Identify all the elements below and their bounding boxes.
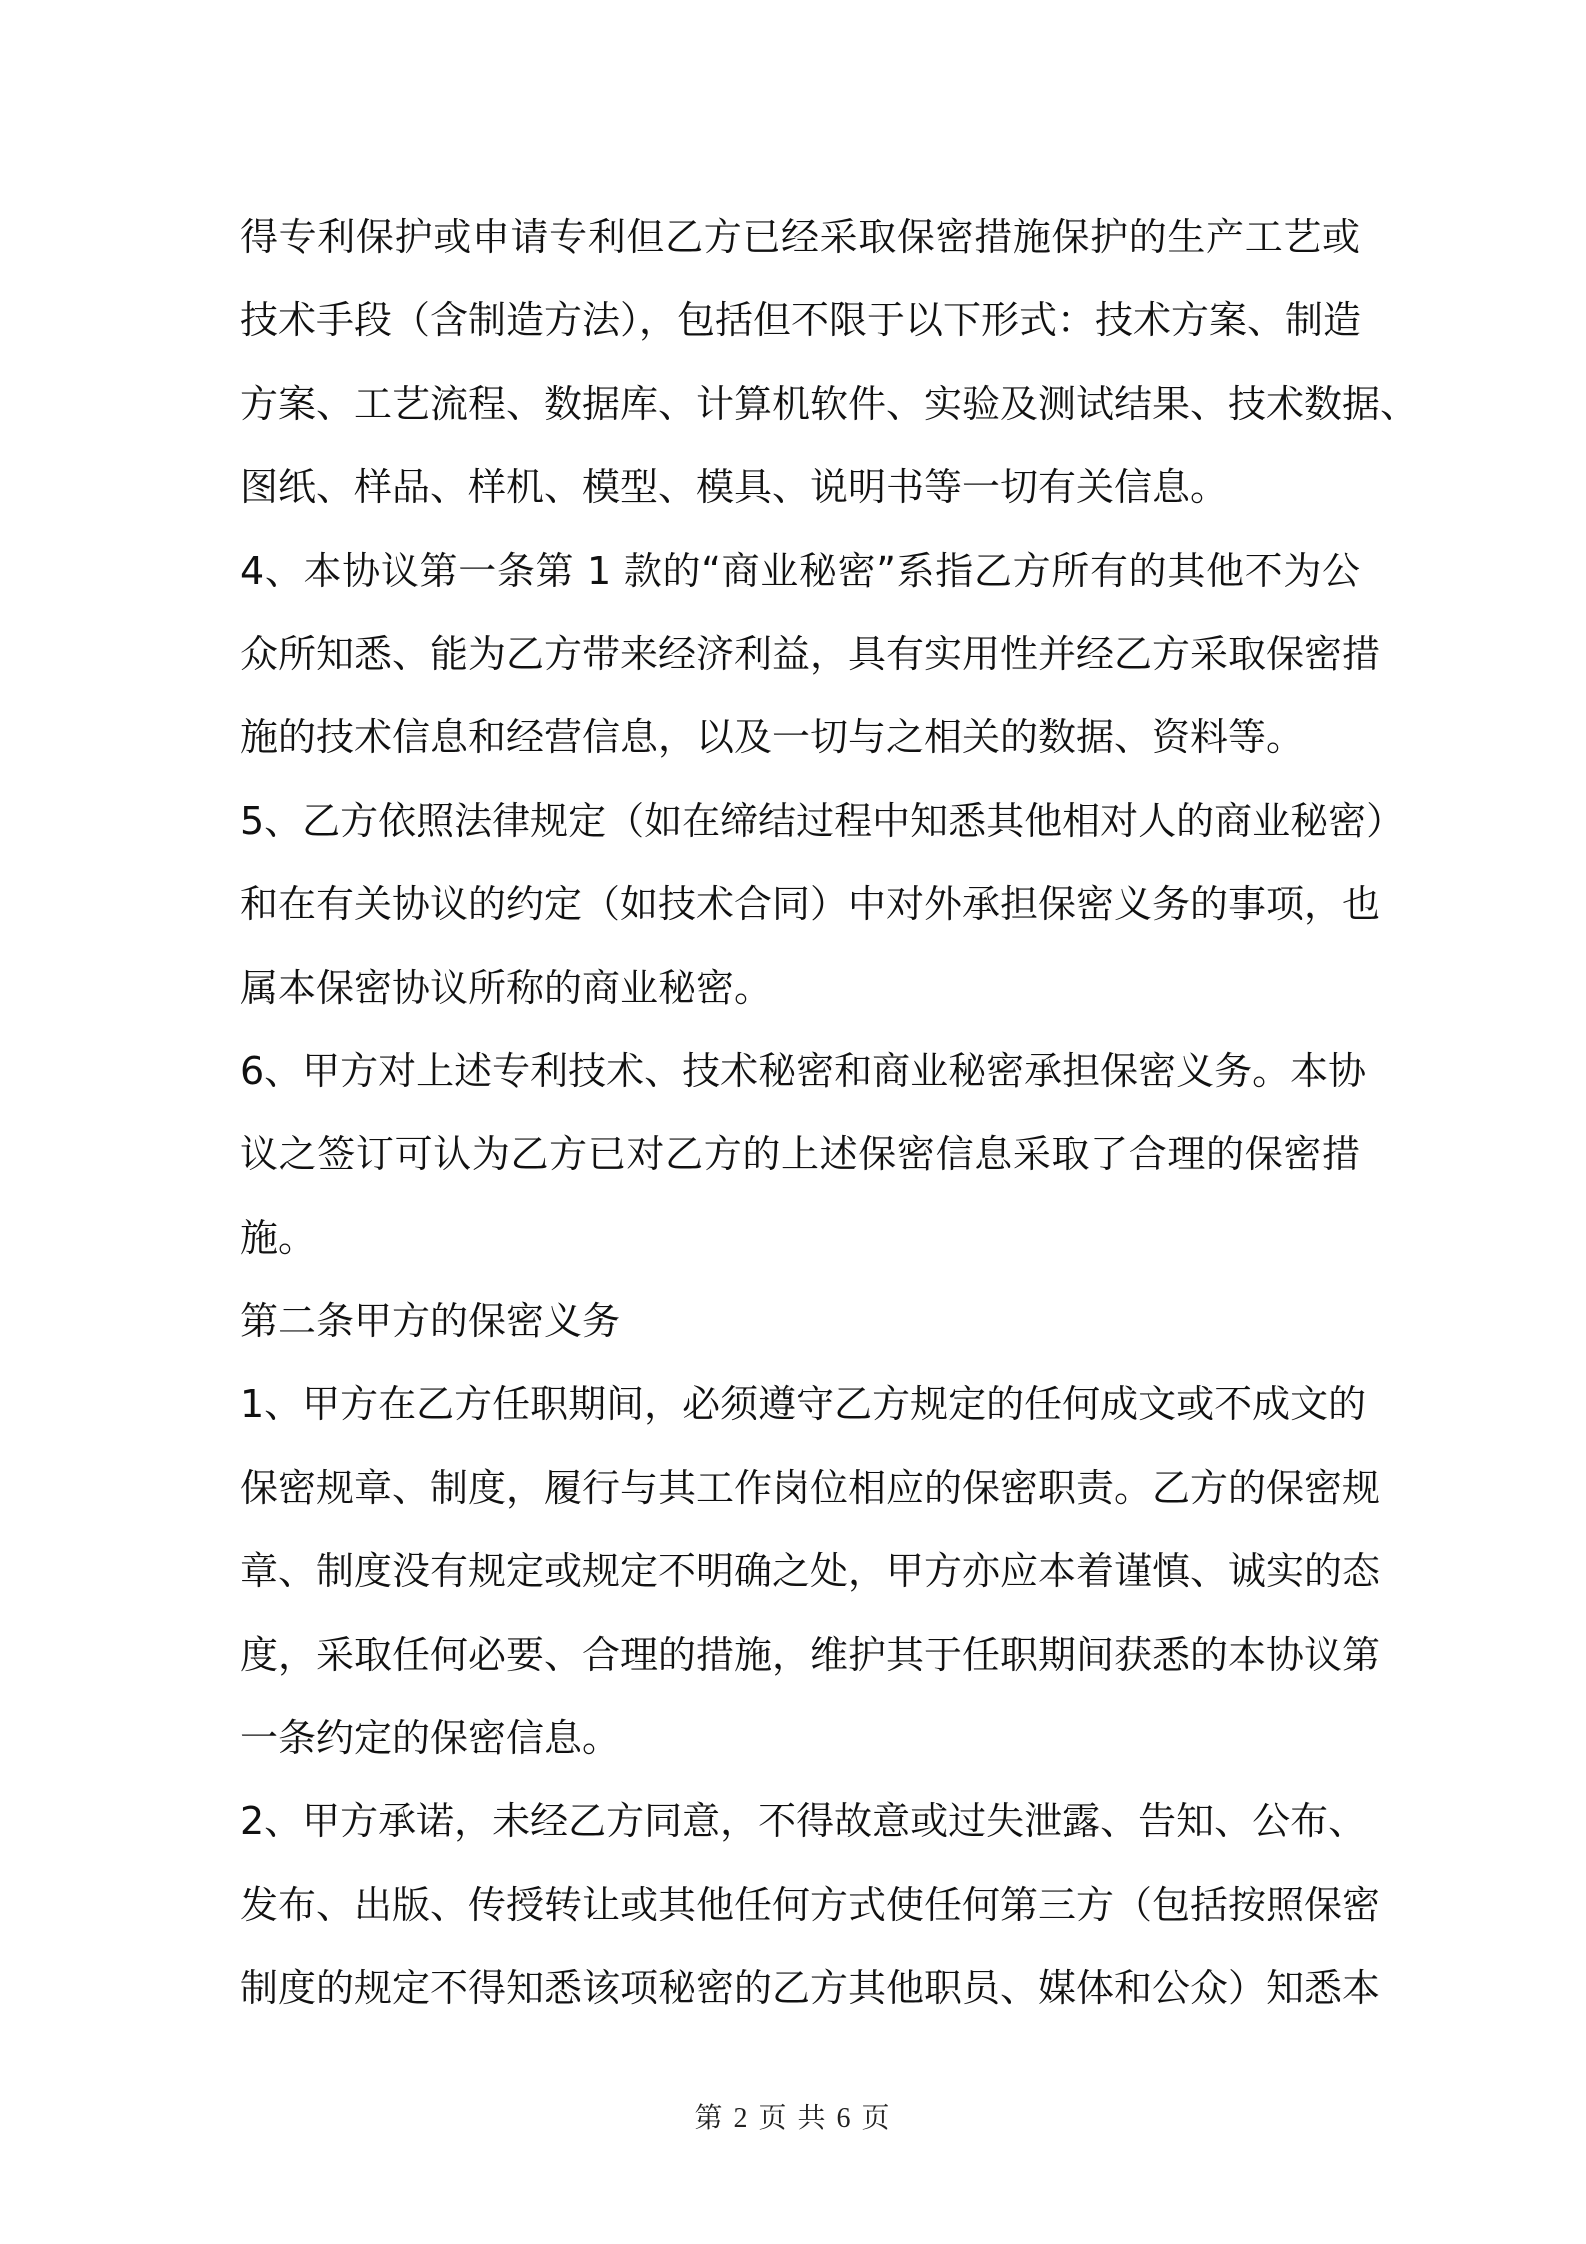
text-line: 5、乙方依照法律规定（如在缔结过程中知悉其他相对人的商业秘密） xyxy=(240,798,1405,843)
text-line: 施。 xyxy=(240,1215,317,1260)
text-line: 方案、工艺流程、数据库、计算机软件、实验及测试结果、技术数据、 xyxy=(240,381,1419,426)
text-line: 度，采取任何必要、合理的措施，维护其于任职期间获悉的本协议第 xyxy=(240,1632,1381,1677)
page-number-footer: 第 2 页 共 6 页 xyxy=(694,2103,892,2134)
text-line: 制度的规定不得知悉该项秘密的乙方其他职员、媒体和公众）知悉本 xyxy=(240,1966,1381,2011)
text-line: 得专利保护或申请专利但乙方已经采取保密措施保护的生产工艺或 xyxy=(240,215,1360,259)
text-line: 章、制度没有规定或规定不明确之处，甲方亦应本着谨慎、诚实的态 xyxy=(240,1549,1381,1594)
text-line: 议之签订可认为乙方已对乙方的上述保密信息采取了合理的保密措 xyxy=(240,1132,1360,1177)
text-line: 6、甲方对上述专利技术、技术秘密和商业秘密承担保密义务。本协 xyxy=(240,1048,1367,1093)
text-line: 技术手段（含制造方法），包括但不限于以下形式：技术方案、制造 xyxy=(240,298,1362,343)
document-body xyxy=(240,196,1419,2031)
text-line: 属本保密协议所称的商业秘密。 xyxy=(240,965,773,1010)
text-line: 和在有关协议的约定（如技术合同）中对外承担保密义务的事项，也 xyxy=(240,882,1381,927)
text-line: 发布、出版、传授转让或其他任何方式使任何第三方（包括按照保密 xyxy=(240,1882,1381,1927)
section-heading: 第二条甲方的保密义务 xyxy=(240,1299,621,1344)
text-line: 众所知悉、能为乙方带来经济利益，具有实用性并经乙方采取保密措 xyxy=(240,631,1381,676)
text-line: 施的技术信息和经营信息，以及一切与之相关的数据、资料等。 xyxy=(240,715,1305,760)
text-line: 4、本协议第一条第 1 款的“商业秘密”系指乙方所有的其他不为公 xyxy=(240,548,1360,593)
text-line: 一条约定的保密信息。 xyxy=(240,1716,621,1761)
text-line: 图纸、样品、样机、模型、模具、说明书等一切有关信息。 xyxy=(240,465,1229,510)
text-line: 2、甲方承诺，未经乙方同意，不得故意或过失泄露、告知、公布、 xyxy=(240,1799,1367,1844)
text-line: 1、甲方在乙方任职期间，必须遵守乙方规定的任何成文或不成文的 xyxy=(240,1382,1367,1427)
text-line: 保密规章、制度，履行与其工作岗位相应的保密职责。乙方的保密规 xyxy=(240,1465,1381,1510)
